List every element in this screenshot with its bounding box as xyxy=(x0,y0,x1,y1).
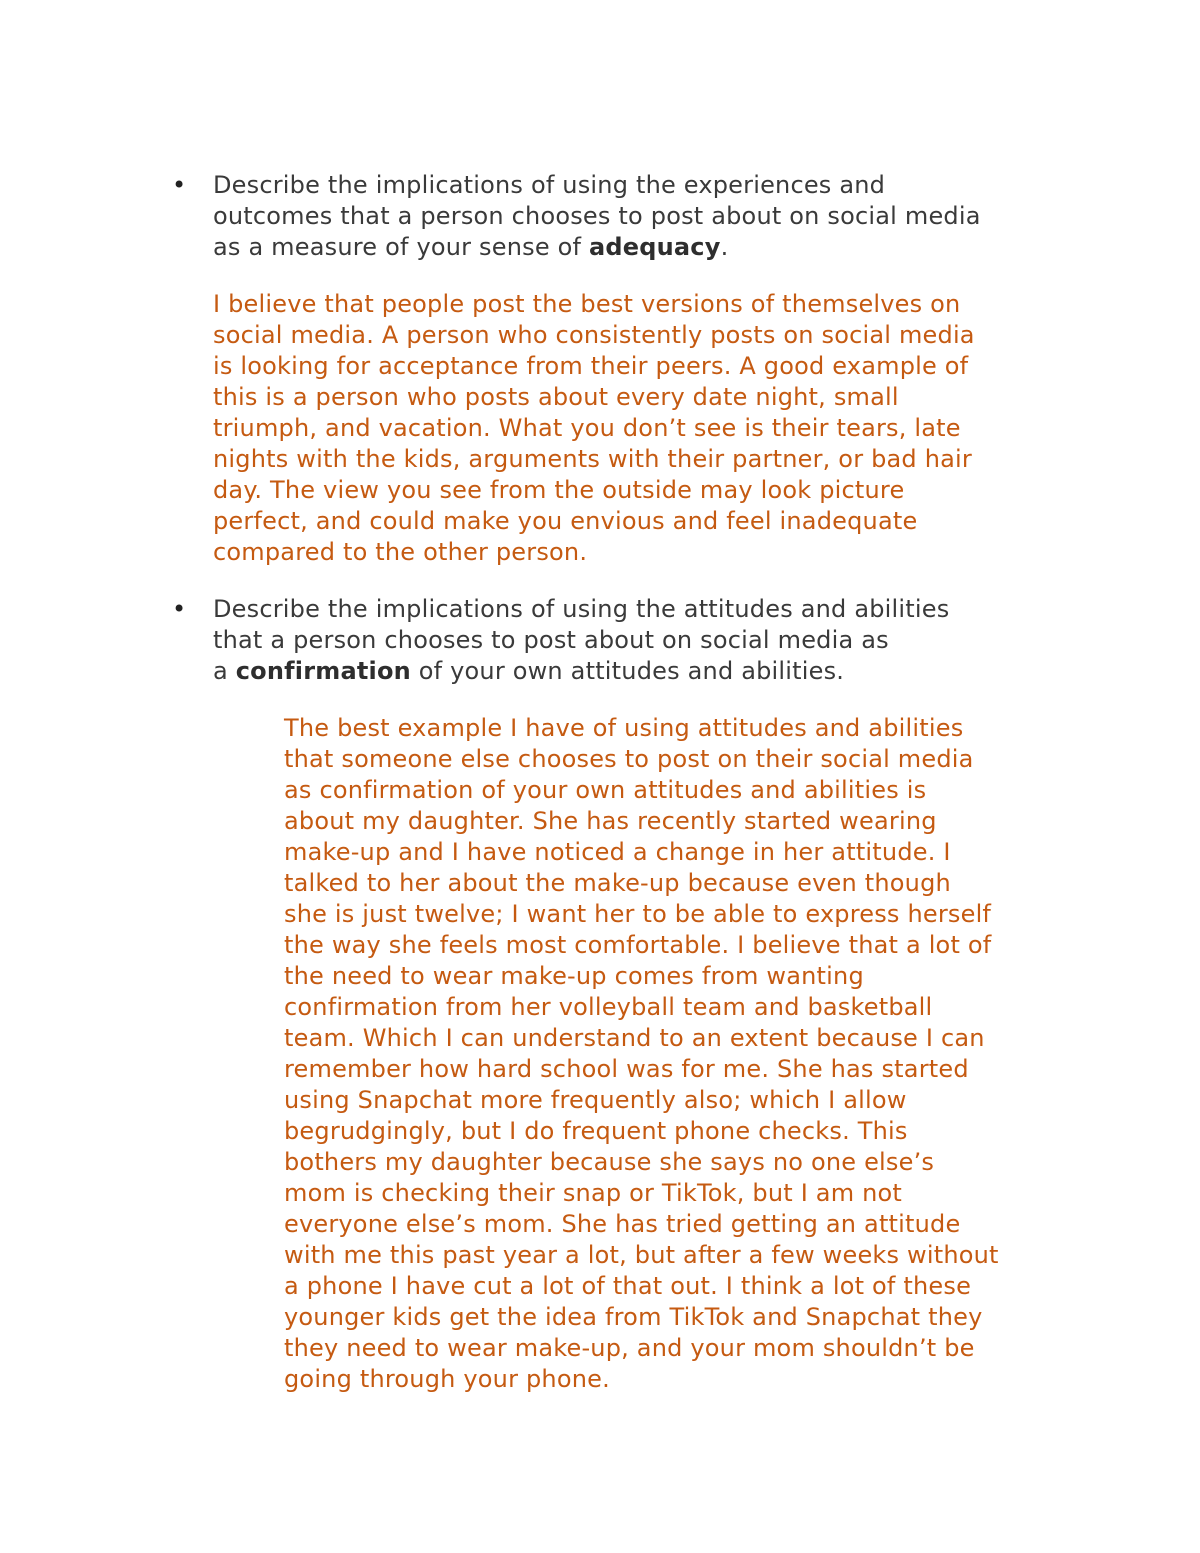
question-confirmation xyxy=(213,594,1052,687)
question-text-after: . xyxy=(720,233,729,261)
answer-confirmation: The best example I have of using attitudes and abilities that someone else chooses to post on their social media as confirmation of your own attitudes and abilities is about my daughter. She has recently started wearing make-up and I have noticed a change in her attitude. I talked to her about the make-up because even though she is just twelve; I want her to be able to express herself the way she feels most comfortable. I believe that a lot of the need to wear make-up comes from wanting confirmation from her volleyball team and basketball team. Which I can understand to an extent because I can remember how hard school was for me. She has started using Snapchat more frequently also; which I allow begrudgingly, but I do frequent phone checks. This bothers my daughter because she says no one else’s mom is checking their snap or TikTok, but I am not everyone else’s mom. She has tried getting an attitude with me this past year a lot, but after a few weeks without a phone I have cut a lot of that out. I think a lot of these younger kids get the idea from TikTok and Snapchat they they need to wear make-up, and your mom shouldn’t be going through your phone. xyxy=(284,714,999,1393)
bullet-icon: • xyxy=(172,595,187,623)
question-adequacy xyxy=(213,170,1052,263)
question-emphasis: adequacy xyxy=(588,233,721,261)
bullet-icon: • xyxy=(172,171,187,199)
bullet-item-confirmation xyxy=(172,594,1052,687)
question-text-after: of your own attitudes and abilities. xyxy=(410,657,845,685)
question-text-before: Describe the implications of using the experiences and outcomes that a person chooses to post about on social media as a measure of your sense of xyxy=(213,171,981,261)
bullet-item-adequacy xyxy=(172,170,1052,263)
answer-adequacy: I believe that people post the best versions of themselves on social media. A person who consistently posts on social media is looking for acceptance from their peers. A good example of this is a person who posts about every date night, small triumph, and vacation. What you don’t see is their tears, late nights with the kids, arguments with their partner, or bad hair day. The view you see from the outside may look picture perfect, and could make you envious and feel inadequate compared to the other person. xyxy=(213,290,975,566)
question-emphasis: confirmation xyxy=(235,657,411,685)
question-text-before: Describe the implications of using the attitudes and abilities that a person chooses to post about on social media as a xyxy=(213,595,950,685)
